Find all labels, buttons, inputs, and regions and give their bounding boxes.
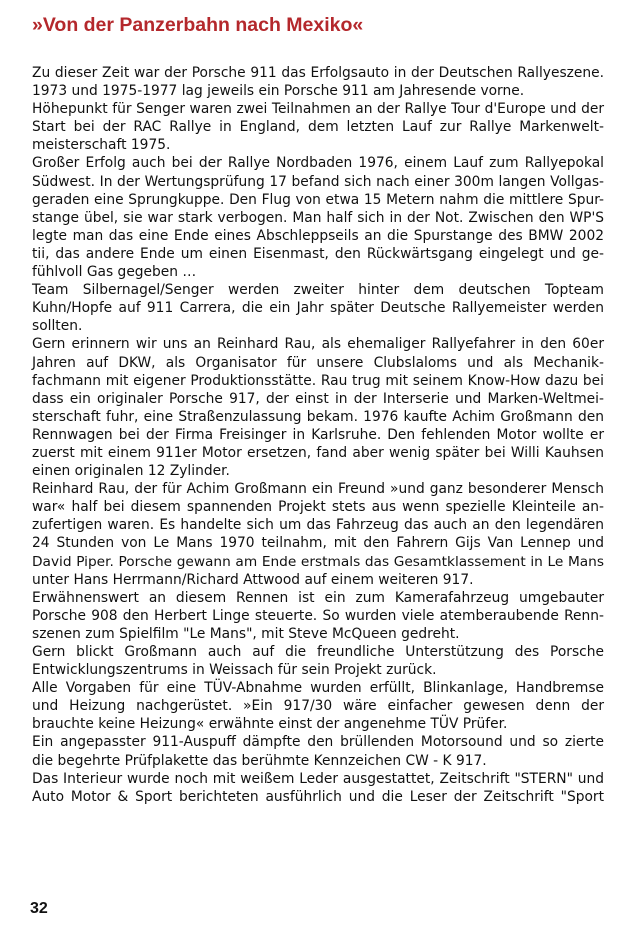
text-line: brauchte keine Heizung« erwähnte einst der angenehme TÜV Prüfer. (32, 716, 508, 733)
text-line: geraden eine Sprungkuppe. Den Flug von etwa 15 Metern nahm die mittlere Spur- (32, 191, 604, 208)
text-line: Das Interieur wurde noch mit weißem Leder ausgestattet, Zeitschrift "STERN" und (32, 770, 604, 787)
text-line: fühlvoll Gas gegeben … (32, 264, 197, 281)
text-line: Gern erinnern wir uns an Reinhard Rau, als ehemaliger Rallyefahrer in den 60er (32, 336, 604, 353)
text-line: war« half bei diesem spannenden Projekt stets aus wenn spezielle Kleinteile an- (32, 499, 604, 516)
text-line: fachmann mit eigener Produktionsstätte. Rau trug mit seinem Know-How dazu bei (32, 372, 604, 389)
text-line: einen originalen 12 Zylinder. (32, 463, 230, 480)
text-line: Entwicklungszentrums in Weissach für sein Projekt zurück. (32, 662, 437, 679)
text-line: und Heizung nachgerüstet. »Ein 917/30 wäre einfacher gewesen denn der (32, 698, 604, 715)
text-line: stange übel, sie war stark verbogen. Man half sich in der Not. Zwischen den WP'S (32, 209, 604, 226)
page-number: 32 (30, 900, 48, 917)
text-line: szenen zum Spielfilm "Le Mans", mit Steve McQueen gedreht. (32, 625, 460, 642)
text-line: Südwest. In der Wertungsprüfung 17 befand sich nach einer 300m langen Vollgas- (32, 173, 604, 190)
text-line: Erwähnenswert an diesem Rennen ist ein zum Kamerafahrzeug umgebauter (32, 589, 604, 606)
text-line: Start bei der RAC Rallye in England, dem letzten Lauf zur Rallye Markenwelt- (32, 119, 604, 136)
text-line: zuerst mit einem 911er Motor ersetzen, fand aber wenig später bei Willi Kauhsen (32, 444, 604, 461)
text-line: tii, das andere Ende um einen Eisenmast, den Rückwärtsgang eingelegt und ge- (32, 245, 604, 262)
text-line: Alle Vorgaben für eine TÜV-Abnahme wurden erfüllt, Blinkanlage, Handbremse (32, 680, 604, 697)
text-line: dass ein originaler Porsche 917, der einst in der Interserie und Marken-Weltmei- (32, 390, 604, 407)
text-line: legte man das eine Ende eines Abschleppseils an die Spurstange des BMW 2002 (32, 227, 604, 244)
text-line: Zu dieser Zeit war der Porsche 911 das Erfolgsauto in der Deutschen Rallyeszene. (32, 65, 604, 81)
text-line: 24 Stunden von Le Mans 1970 teilnahm, mit den Fahrern Gijs Van Lennep und (32, 535, 604, 552)
text-line: Reinhard Rau, der für Achim Großmann ein Freund »und ganz besonderer Mensch (32, 481, 604, 498)
text-line: Auto Motor & Sport berichteten ausführlich und die Leser der Zeitschrift "Sport (32, 788, 604, 805)
text-line: Team Silbernagel/Senger werden zweiter hinter dem deutschen Topteam (32, 282, 604, 299)
text-line: meisterschaft 1975. (32, 137, 171, 154)
text-line: Rennwagen bei der Firma Freisinger in Karlsruhe. Den fehlenden Motor wollte er (32, 426, 604, 443)
text-line: Ein angepasster 911-Auspuff dämpfte den brüllenden Motorsound und so zierte (32, 734, 604, 751)
text-line: sterschaft fuhr, eine Straßenzulassung bekam. 1976 kaufte Achim Großmann den (32, 408, 604, 425)
text-line: David Piper. Porsche gewann am Ende erstmals das Gesamtklassement in Le Mans (32, 553, 604, 570)
text-line: Kuhn/Hopfe auf 911 Carrera, die ein Jahr später Deutsche Rallyemeister werden (32, 300, 604, 317)
article-title: »Von der Panzerbahn nach Mexiko« (32, 14, 364, 36)
text-line: zufertigen waren. Es handelte sich um das Fahrzeug das auch an den legendären (32, 517, 604, 534)
text-line: Gern blickt Großmann auch auf die freundliche Unterstützung des Porsche (32, 644, 604, 660)
text-line: 1973 und 1975-1977 lag jeweils ein Porsche 911 am Jahresende vorne. (32, 83, 525, 100)
text-line: Porsche 908 den Herbert Linge steuerte. So wurden viele atemberaubende Renn- (32, 607, 604, 624)
text-line: Großer Erfolg auch bei der Rallye Nordbaden 1976, einem Lauf zum Rallyepokal (32, 155, 604, 172)
text-line: die begehrte Prüfplakette das berühmte Kennzeichen CW - K 917. (32, 752, 487, 769)
text-line: unter Hans Herrmann/Richard Attwood auf einem weiteren 917. (32, 571, 474, 588)
article-body (32, 64, 604, 806)
text-line: Jahren auf DKW, als Organisator für unsere Clubslaloms und als Mechanik- (32, 354, 604, 371)
text-line: sollten. (32, 318, 83, 335)
text-line: Höhepunkt für Senger waren zwei Teilnahmen an der Rallye Tour d'Europe und der (32, 101, 604, 118)
